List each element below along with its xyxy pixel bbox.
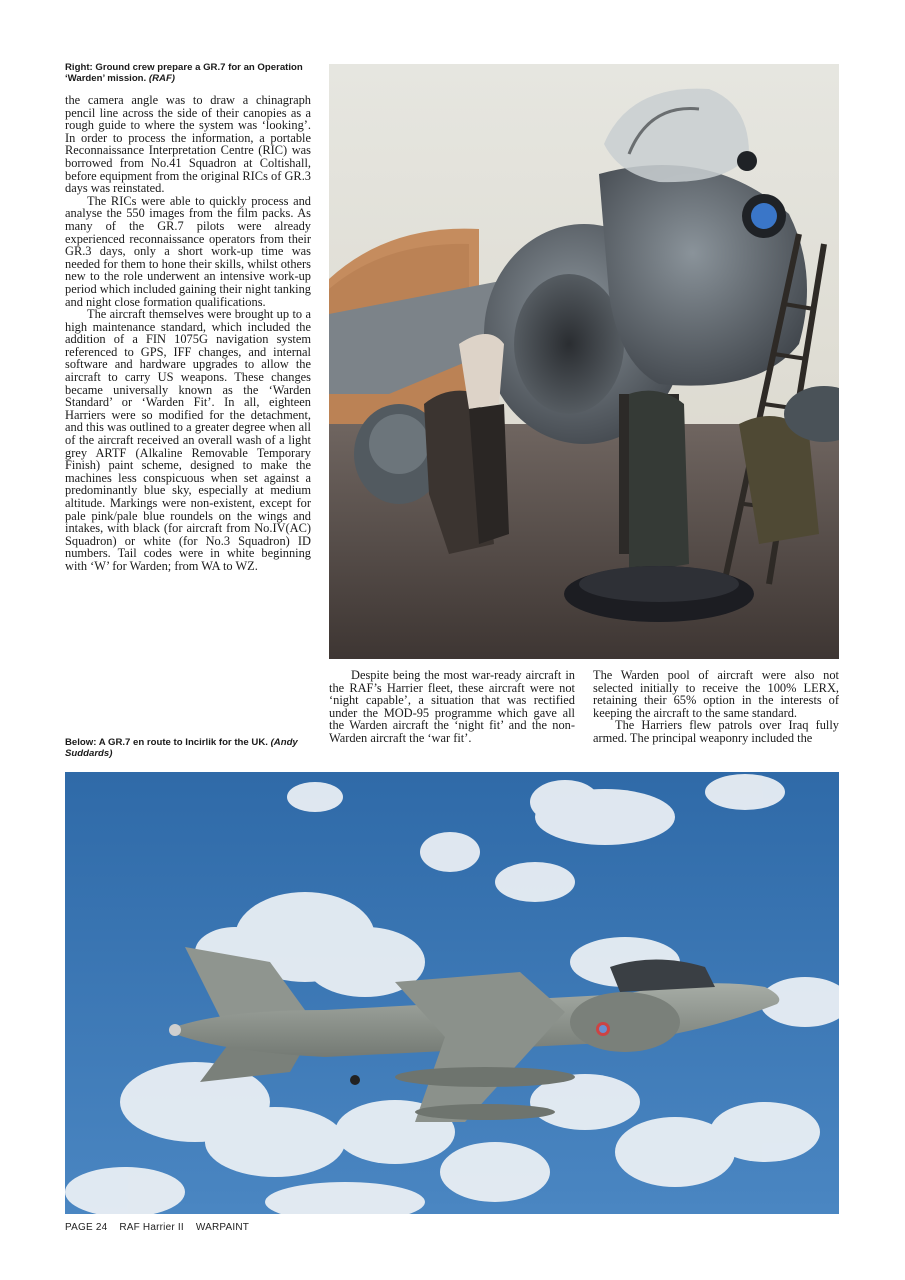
paragraph: The RICs were able to quickly process and analyse the 550 images from the film packs. As many of the GR.7 pilots were already experienced reconnaissance operators from their GR.3 days, only a short work-up time was needed for them to hone their skills, whilst others new to the role underwent an intensive work-up period which included gaining their night tanking and night close formation qualifications.	[65, 193, 311, 309]
text-column-right	[593, 669, 839, 745]
paragraph: The Harriers flew patrols over Iraq fully armed. The principal weaponry included the	[593, 718, 839, 745]
paragraph: The Warden pool of aircraft were also not selected initially to receive the 100% LERX, retaining their 65% option in the interests of keeping the aircraft to the same standard.	[593, 668, 839, 720]
caption-bottom-credit: (Andy Suddards)	[65, 737, 298, 759]
text-column-middle	[329, 669, 575, 745]
page-footer	[65, 1222, 258, 1233]
caption-bottom-text: Below: A GR.7 en route to Incirlik for the UK.	[65, 737, 268, 748]
photo-caption-top	[65, 62, 311, 84]
paragraph: The aircraft themselves were brought up to a high maintenance standard, which included the addition of a FIN 1075G navigation system referenced to GPS, IFF changes, and internal software and hardware upgrades to allow the aircraft to carry US weapons. These changes became universally known as the ‘Warden Standard’ or ‘Warden Fit’. In all, eighteen Harriers were so modified for the detachment, and this was outlined to a greater degree when all of the aircraft received an overall wash of a light grey ARTF (Alkaline Removable Temporary Finish) paint scheme, designed to make the machines less conspicuous when set against a predominantly blue sky, especially at medium altitude. Markings were non-existent, except for pale pink/pale blue roundels on the wings and intakes, with black (for aircraft from No.IV(AC) Squadron) or white (for No.3 Squadron) ID numbers. Tail codes were in white beginning with ‘W’ for Warden; from WA to WZ.	[65, 307, 311, 573]
photo-gr7-in-flight	[65, 772, 839, 1214]
page-number: PAGE 24	[65, 1222, 108, 1233]
paragraph: the camera angle was to draw a chinagraph pencil line across the side of their canopies as a rough guide to where the system was ‘looking’. In order to process the information, a portable Reconnaissance Interpretation Centre (RIC) was borrowed from No.41 Squadron at Coltishall, before equipment from the original RICs of GR.3 days was reinstated.	[65, 93, 311, 196]
text-column-left	[65, 94, 311, 573]
publication-title: RAF Harrier II	[119, 1222, 184, 1233]
paragraph: Despite being the most war-ready aircraft in the RAF’s Harrier fleet, these aircraft were not ‘night capable’, a situation that was rectified under the MOD-95 programme which gave all the Warden aircraft the ‘night fit’ and the non-Warden aircraft the ‘war fit’.	[329, 668, 575, 745]
publisher-name: WARPAINT	[195, 1222, 250, 1233]
caption-top-credit: (RAF)	[148, 73, 175, 84]
caption-top-text: Right: Ground crew prepare a GR.7 for an Operation ‘Warden’ mission.	[65, 62, 303, 84]
photo-ground-crew	[329, 64, 839, 659]
photo-caption-bottom	[65, 737, 311, 759]
